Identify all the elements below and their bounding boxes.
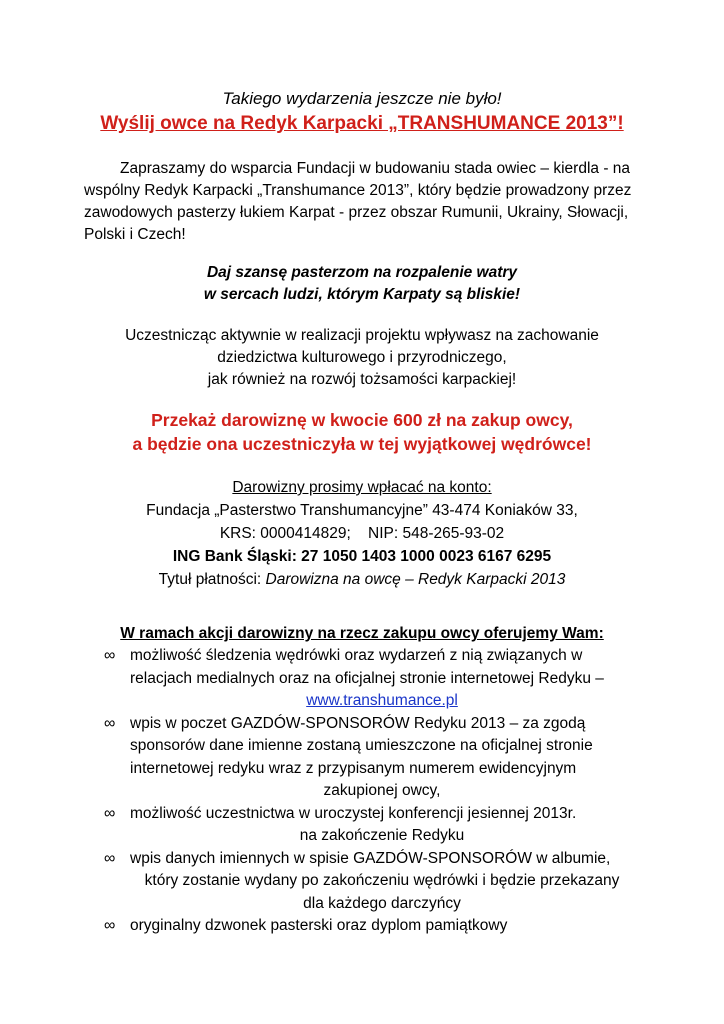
- list-item: [104, 713, 634, 803]
- participation-line-2: dziedzictwa kulturowego i przyrodniczego,: [217, 349, 507, 366]
- infinity-bullet-icon: ∞: [104, 849, 116, 867]
- list-item: [104, 915, 634, 938]
- infinity-bullet-icon: ∞: [104, 647, 116, 664]
- slogan-line-2: w sercach ludzi, którym Karpaty są bliskie!: [203, 286, 521, 303]
- intro-text: Takiego wydarzenia jeszcze nie było!: [222, 89, 502, 108]
- participation-line-3: jak również na rozwój tożsamości karpackiej!: [207, 371, 517, 388]
- offer-text: możliwość śledzenia wędrówki oraz wydarzeń z nią związanych w relacjach medialnych oraz na oficjalnej stronie internetowej Redyku –: [130, 647, 604, 687]
- infinity-bullet-icon: ∞: [104, 714, 116, 732]
- website-link[interactable]: www.transhumance.pl: [306, 692, 458, 709]
- headline: Wyślij owce na Redyk Karpacki „TRANSHUMANCE 2013”!: [100, 113, 624, 134]
- payment-title: [0, 568, 724, 591]
- account-heading: Darowizny prosimy wpłacać na konto:: [232, 479, 492, 496]
- list-item: [104, 803, 634, 848]
- infinity-bullet-icon: ∞: [104, 804, 116, 822]
- offer-text: wpis danych imiennych w spisie GAZDÓW-SPONSORÓW w albumie,: [130, 849, 611, 867]
- payment-title-value: Darowizna na owcę – Redyk Karpacki 2013: [265, 571, 566, 588]
- list-item: [104, 645, 634, 713]
- offer-text-tail: na zakończenie Redyku: [299, 827, 465, 844]
- offer-text-tail: dla każdego darczyńcy: [303, 894, 461, 912]
- registration-ids: KRS: 0000414829; NIP: 548-265-93-02: [219, 525, 505, 542]
- slogan-line-1: Daj szansę pasterzom na rozpalenie watry: [206, 264, 518, 281]
- donation-callout: [0, 408, 724, 456]
- donation-line-2: a będzie ona uczestniczyła w tej wyjątkowej wędrówce!: [132, 434, 592, 454]
- slogan: [0, 262, 724, 306]
- offer-text-continued: który zostanie wydany po zakończeniu wędrówki i będzie przekazany: [144, 872, 620, 889]
- offer-text: oryginalny dzwonek pasterski oraz dyplom pamiątkowy: [130, 917, 508, 934]
- bank-account-number: ING Bank Śląski: 27 1050 1403 1000 0023 6167 6295: [172, 548, 552, 565]
- invitation-paragraph: Zapraszamy do wsparcia Fundacji w budowaniu stada owiec – kierdla - na wspólny Redyk Karpacki „Transhumance 2013”, który będzie prowadzony przez zawodowych pasterzy łukiem Karpat - przez obszar Rumunii, Ukrainy, Słowacji, Polski i Czech!: [84, 160, 632, 243]
- donation-line-1: Przekaż darowiznę w kwocie 600 zł na zakup owcy,: [151, 410, 573, 430]
- infinity-bullet-icon: ∞: [104, 917, 116, 934]
- offers-list: [104, 645, 634, 938]
- participation-paragraph: [0, 325, 724, 391]
- offer-text: możliwość uczestnictwa w uroczystej konferencji jesiennej 2013r.: [130, 804, 577, 822]
- offers-heading: W ramach akcji darowizny na rzecz zakupu owcy oferujemy Wam:: [120, 625, 604, 642]
- participation-line-1: Uczestnicząc aktywnie w realizacji projektu wpływasz na zachowanie: [125, 327, 599, 344]
- offer-text-tail: zakupionej owcy,: [323, 782, 441, 799]
- bank-account-block: [0, 476, 724, 591]
- offer-text: wpis w poczet GAZDÓW-SPONSORÓW Redyku 2013 – za zgodą sponsorów dane imienne zostaną umieszczone na oficjalnej stronie internetowej redyku wraz z przypisanym numerem ewidencyjnym: [130, 714, 593, 777]
- foundation-address: Fundacja „Pasterstwo Transhumancyjne” 43-474 Koniaków 33,: [146, 502, 578, 519]
- list-item: [104, 848, 634, 916]
- payment-title-label: Tytuł płatności:: [158, 571, 266, 588]
